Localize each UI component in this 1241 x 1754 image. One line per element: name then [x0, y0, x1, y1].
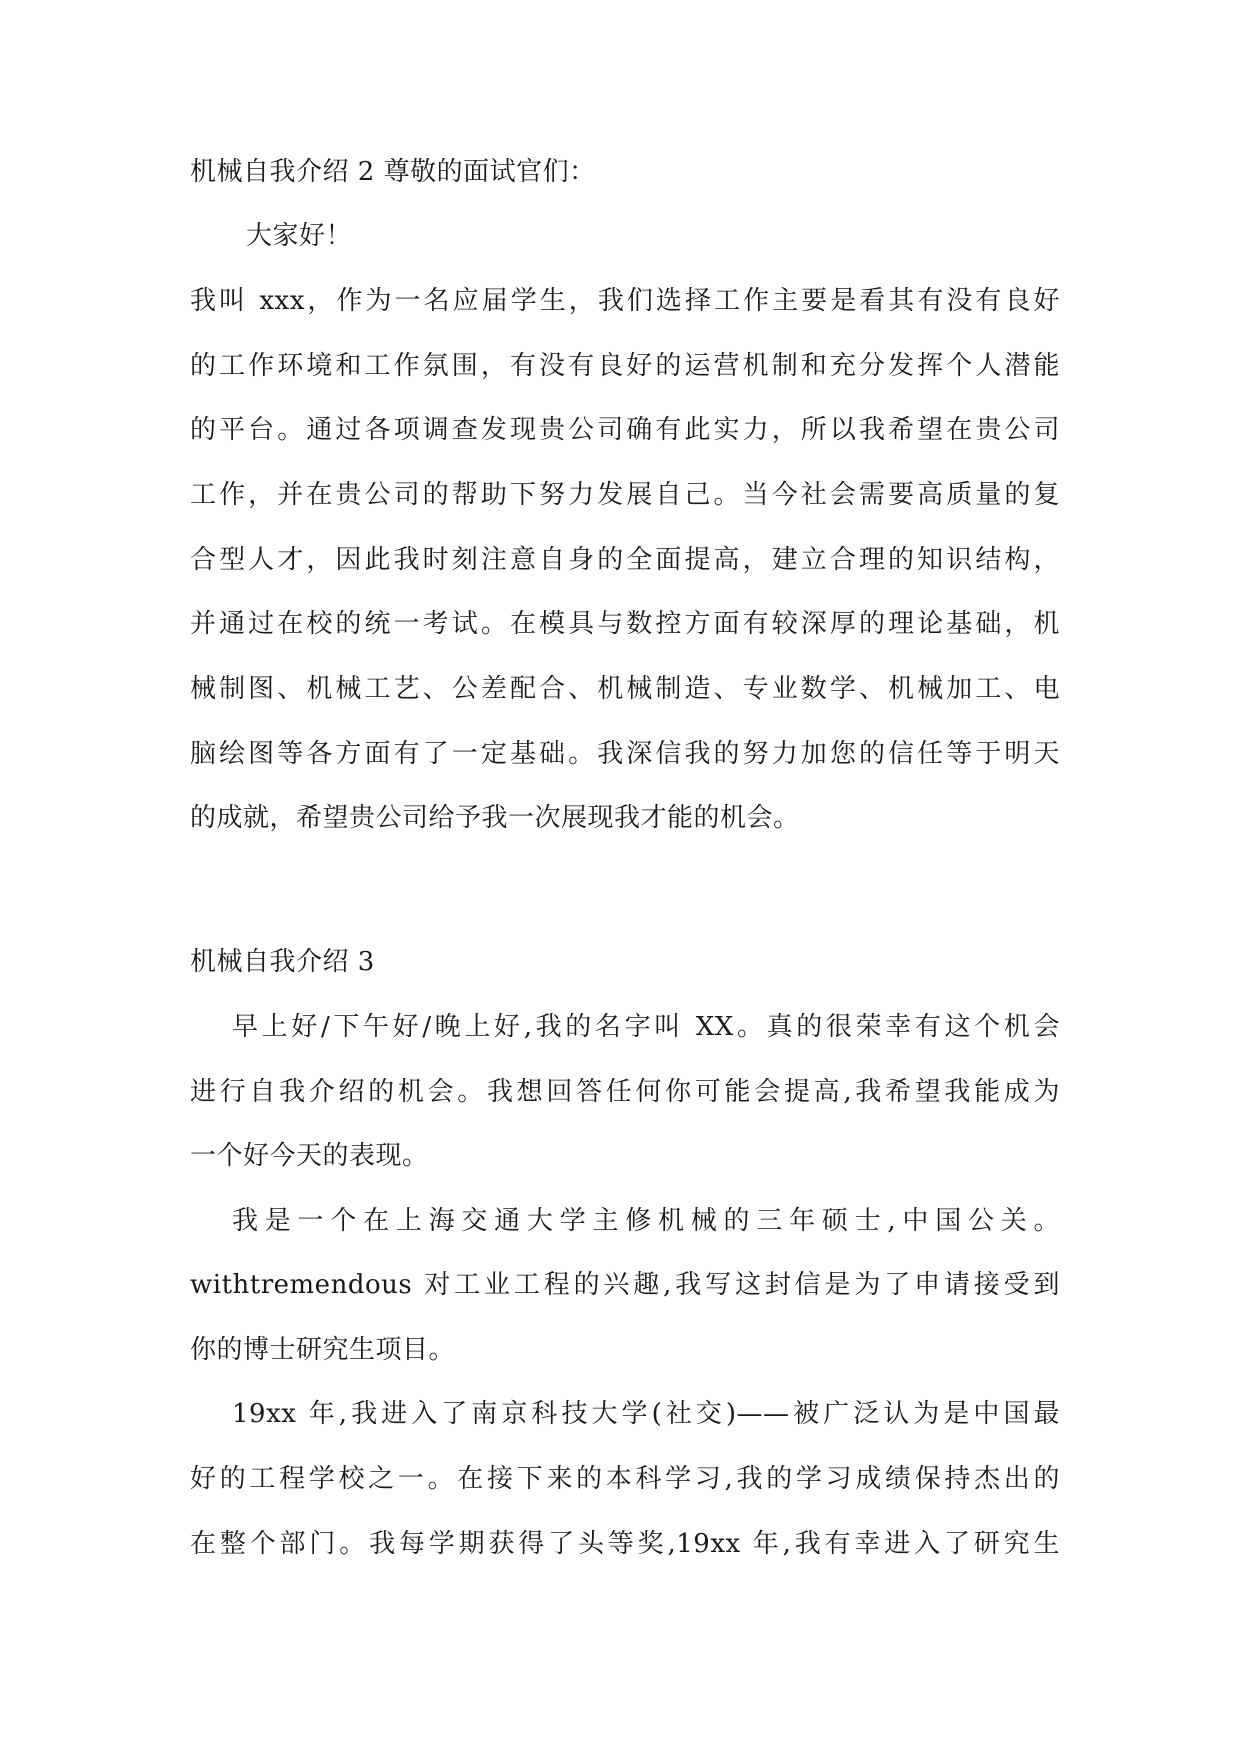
- section2-line: 的平台。通过各项调查发现贵公司确有此实力，所以我希望在贵公司: [190, 415, 1060, 445]
- section2-line: 合型人才，因此我时刻注意自身的全面提高，建立合理的知识结构，: [190, 545, 1060, 575]
- section2-line: 我叫 xxx，作为一名应届学生，我们选择工作主要是看其有没有良好: [190, 286, 1060, 316]
- section3-para2-line: 你的博士研究生项目。: [190, 1335, 456, 1365]
- section2-line: 工作，并在贵公司的帮助下努力发展自己。当今社会需要高质量的复: [190, 480, 1060, 510]
- section3-para1-line: 一个好今天的表现。: [190, 1141, 429, 1171]
- section2-line: 脑绘图等各方面有了一定基础。我深信我的努力加您的信任等于明天: [190, 739, 1060, 769]
- section3-para1-line: 进行自我介绍的机会。我想回答任何你可能会提高,我希望我能成为: [190, 1077, 1060, 1107]
- section3-heading: 机械自我介绍 3: [190, 947, 375, 977]
- section3-para1-line: 早上好/下午好/晚上好,我的名字叫 XX。真的很荣幸有这个机会: [232, 1012, 1060, 1042]
- section3-para2-line: withtremendous 对工业工程的兴趣,我写这封信是为了申请接受到: [190, 1270, 1060, 1300]
- section2-line: 的工作环境和工作氛围，有没有良好的运营机制和充分发挥个人潜能: [190, 351, 1060, 381]
- section2-line: 的成就，希望贵公司给予我一次展现我才能的机会。: [190, 803, 800, 833]
- section3-para3-line: 在整个部门。我每学期获得了头等奖,19xx 年,我有幸进入了研究生: [190, 1529, 1060, 1559]
- section3-para3-line: 好的工程学校之一。在接下来的本科学习,我的学习成绩保持杰出的: [190, 1464, 1060, 1494]
- section2-greeting: 大家好！: [246, 221, 353, 251]
- section3-para3-line: 19xx 年,我进入了南京科技大学(社交)——被广泛认为是中国最: [232, 1399, 1060, 1429]
- section2-line: 并通过在校的统一考试。在模具与数控方面有较深厚的理论基础，机: [190, 609, 1060, 639]
- section2-heading: 机械自我介绍 2 尊敬的面试官们：: [190, 157, 596, 187]
- section2-line: 械制图、机械工艺、公差配合、机械制造、专业数学、机械加工、电: [190, 674, 1060, 704]
- section3-para2-line: 我是一个在上海交通大学主修机械的三年硕士,中国公关。: [232, 1206, 1060, 1236]
